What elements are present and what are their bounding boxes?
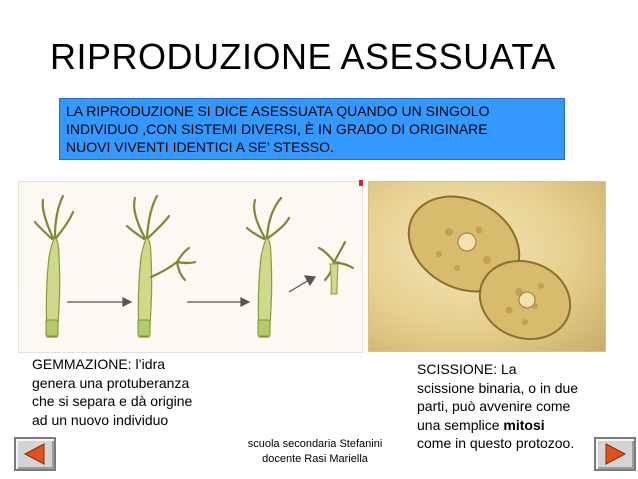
red-corner-mark	[359, 180, 363, 186]
scissione-line-1: SCISSIONE: La	[417, 361, 517, 377]
gemmazione-line-4: ad un nuovo individuo	[32, 411, 169, 428]
scissione-line-5: come in questo protozoo.	[417, 435, 575, 451]
mitosi-term: mitosi	[503, 416, 545, 433]
gemmazione-line-3: che si separa e dà origine	[32, 393, 193, 409]
scissione-line-4	[417, 416, 578, 435]
teacher-name: docente Rasi Mariella	[262, 453, 368, 465]
scissione-caption	[417, 360, 578, 453]
gemmazione-line-1: GEMMAZIONE: l’idra	[32, 356, 166, 372]
school-name: scuola secondaria Stefanini	[247, 438, 383, 450]
hydra-drawing	[19, 182, 362, 352]
left-arrow-icon	[16, 439, 54, 469]
gemmazione-line-2: genera una protuberanza	[32, 374, 190, 391]
protozoon-fission-photo	[368, 181, 606, 352]
previous-slide-button[interactable]	[14, 437, 56, 471]
definition-line-3: NUOVI VIVENTI IDENTICI A SE’ STESSO.	[66, 139, 334, 155]
definition-line-2: INDIVIDUO ,CON SISTEMI DIVERSI, È IN GRADO DI ORIGINARE	[66, 121, 488, 137]
slide-title: RIPRODUZIONE ASESSUATA	[50, 36, 556, 77]
protozoon-drawing	[369, 182, 605, 351]
scissione-line-4-text: una semplice	[417, 416, 504, 433]
next-slide-button[interactable]	[594, 437, 636, 471]
gemmazione-caption	[32, 355, 192, 429]
hydra-budding-illustration	[18, 181, 363, 353]
definition-line-1: LA RIPRODUZIONE SI DICE ASESSUATA QUANDO UN SINGOLO	[66, 103, 490, 119]
definition-box	[59, 98, 565, 160]
scissione-line-3: parti, può avvenire come	[417, 398, 571, 414]
author-credit	[227, 437, 403, 467]
scissione-line-2: scissione binaria, o in due	[417, 379, 579, 396]
right-arrow-icon	[596, 439, 634, 469]
